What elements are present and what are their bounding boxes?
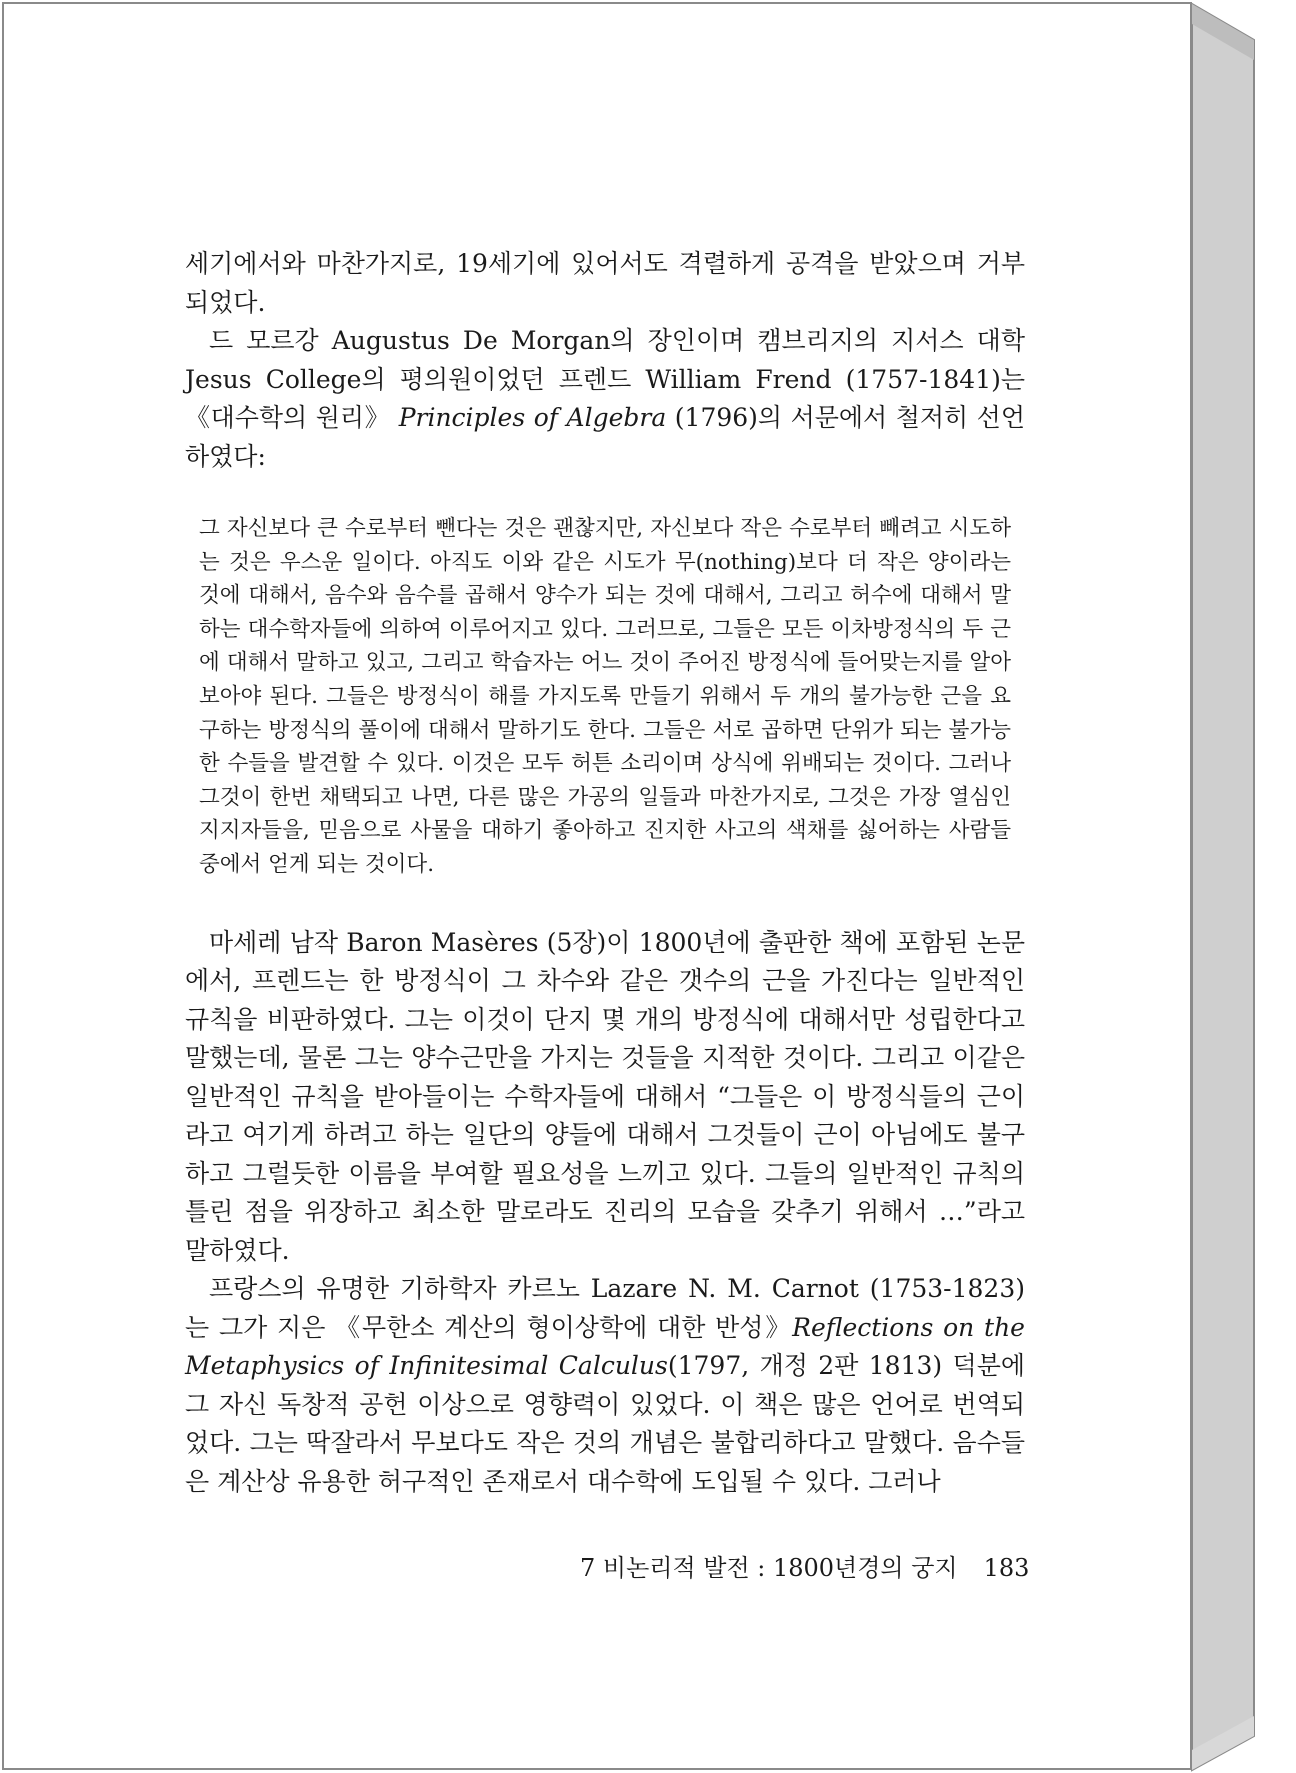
paragraph-2-end: (1796)의 서문에서 철저히 선언하였다: <box>185 403 1025 471</box>
page-text <box>185 245 1025 1501</box>
paragraph-4-text: 프랑스의 유명한 기하학자 카르노 Lazare N. M. Carnot (1753-1823)는 그가 지은 《무한소 계산의 형이상학에 대한 반성》 <box>185 1274 1025 1342</box>
paragraph-2 <box>185 322 1025 476</box>
book-title-reflections: Reflections on the Metaphysics of Infinitesimal Calculus <box>185 1312 1025 1381</box>
paragraph-4-end: (1797, 개정 2판 1813) 덕분에 그 자신 독창적 공헌 이상으로 영향력이 있었다. 이 책은 많은 언어로 번역되었다. 그는 딱잘라서 무보다도 작은 것의 개념은 불합리하다고 말했다. 음수들은 계산상 유용한 허구적인 존재로서 대수학에 도입될 수 있다. 그러나 <box>185 1351 1026 1496</box>
paragraph-1: 세기에서와 마찬가지로, 19세기에 있어서도 격렬하게 공격을 받았으며 거부되었다. <box>185 249 1025 317</box>
block-quote: 그 자신보다 큰 수로부터 뺀다는 것은 괜찮지만, 자신보다 작은 수로부터 빼려고 시도하는 것은 우스운 일이다. 아직도 이와 같은 시도가 무(nothing)보다 더 작은 양이라는 것에 대해서, 음수와 음수를 곱해서 양수가 되는 것에 대해서, 그리고 허수에 대해서 말하는 대수학자들에 의하여 이루어지고 있다. 그러므로, 그들은 모든 이차방정식의 두 근에 대해서 말하고 있고, 그리고 학습자는 어느 것이 주어진 방정식에 들어맞는지를 알아 보아야 된다. 그들은 방정식이 해를 가지도록 만들기 위해서 두 개의 불가능한 근을 요구하는 방정식의 풀이에 대해서 말하기도 한다. 그들은 서로 곱하면 단위가 되는 불가능한 수들을 발견할 수 있다. 이것은 모두 허튼 소리이며 상식에 위배되는 것이다. 그러나 그것이 한번 채택되고 나면, 다른 많은 가공의 일들과 마찬가지로, 그것은 가장 열심인 지지자들을, 믿음으로 사물을 대하기 좋아하고 진지한 사고의 색채를 싫어하는 사람들 중에서 얻게 되는 것이다. <box>199 516 1011 877</box>
paragraph-2-text: 드 모르강 Augustus De Morgan의 장인이며 캠브리지의 지서스 대학 Jesus College의 평의원이었던 프렌드 William Frend (1757-1841)는 《대수학의 원리》 <box>185 326 1025 432</box>
paragraph-3: 마세레 남작 Baron Masères (5장)이 1800년에 출판한 책에 포함된 논문에서, 프렌드는 한 방정식이 그 차수와 같은 갯수의 근을 가진다는 일반적인 규칙을 비판하였다. 그는 이것이 단지 몇 개의 방정식에 대해서만 성립한다고 말했는데, 물론 그는 양수근만을 가지는 것들을 지적한 것이다. 그리고 이같은 일반적인 규칙을 받아들이는 수학자들에 대해서 “그들은 이 방정식들의 근이라고 여기게 하려고 하는 일단의 양들에 대해서 그것들이 근이 아님에도 불구하고 그럴듯한 이름을 부여할 필요성을 느끼고 있다. 그들의 일반적인 규칙의 틀린 점을 위장하고 최소한 말로라도 진리의 모습을 갖추기 위해서 …”라고 말하였다. <box>185 927 1025 1265</box>
page-footer <box>580 1548 1030 1583</box>
book-title-principles: Principles of Algebra <box>398 403 667 432</box>
running-head: 7 비논리적 발전 : 1800년경의 궁지 <box>580 1554 958 1582</box>
page-number: 183 <box>983 1554 1030 1582</box>
paragraph-4 <box>185 1270 1025 1501</box>
